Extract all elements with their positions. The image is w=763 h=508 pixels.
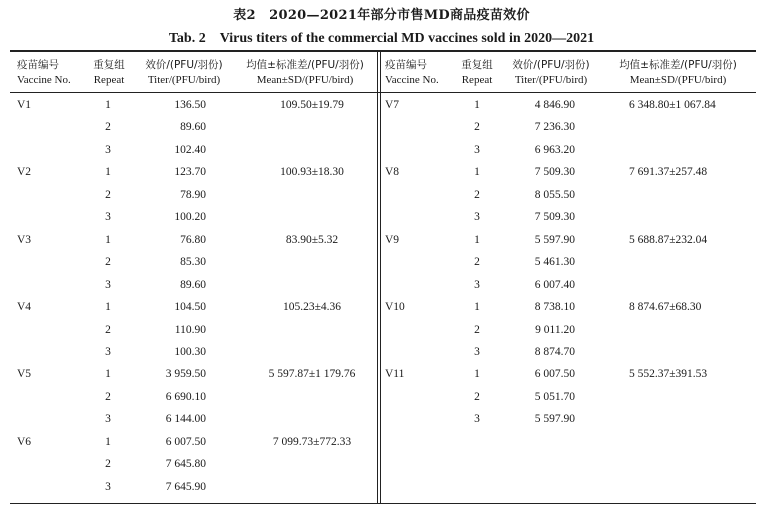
repeat-number: 1 bbox=[474, 99, 480, 111]
repeat-number: 3 bbox=[105, 413, 111, 426]
titer-value: 136.50 bbox=[174, 99, 206, 111]
vaccine-id: V8 bbox=[385, 166, 400, 179]
header-titer: 效价/(PFU/羽份) Titer/(PFU/bird) bbox=[145, 59, 223, 86]
repeat-number: 1 bbox=[474, 233, 480, 246]
repeat-number: 1 bbox=[105, 99, 111, 111]
titer-value: 85.30 bbox=[180, 256, 206, 269]
header-mean: 均值±标准差/(PFU/羽份) Mean±SD/(PFU/bird) bbox=[246, 59, 364, 86]
vaccine-id: V3 bbox=[17, 233, 32, 246]
titer-value: 123.70 bbox=[174, 166, 206, 179]
titer-value: 110.90 bbox=[174, 323, 206, 336]
titer-value: 6 690.10 bbox=[165, 390, 206, 403]
repeat-number: 3 bbox=[105, 211, 111, 224]
repeat-number: 3 bbox=[474, 278, 480, 291]
vaccine-id: V5 bbox=[17, 368, 32, 381]
repeat-number: 3 bbox=[105, 345, 111, 358]
repeat-number: 2 bbox=[474, 188, 480, 201]
repeat-number: 1 bbox=[474, 368, 480, 381]
column-divider bbox=[377, 51, 378, 503]
titer-value: 76.80 bbox=[180, 233, 206, 246]
titer-value: 7 645.90 bbox=[165, 480, 206, 493]
mean-sd-value: 5 552.37±391.53 bbox=[629, 368, 708, 381]
mean-sd-value: 7 691.37±257.48 bbox=[629, 166, 708, 179]
mean-sd-value: 6 348.80±1 067.84 bbox=[629, 99, 716, 111]
titer-value: 5 597.90 bbox=[534, 233, 575, 246]
titer-value: 3 959.50 bbox=[165, 368, 206, 381]
titer-value: 8 874.70 bbox=[534, 345, 575, 358]
mean-sd-value: 8 874.67±68.30 bbox=[629, 301, 702, 314]
mean-sd-value: 83.90±5.32 bbox=[285, 233, 339, 246]
repeat-number: 2 bbox=[474, 256, 480, 269]
repeat-number: 1 bbox=[105, 435, 111, 448]
table-title-cn: 表2 2020—2021年部分市售MD商品疫苗效价 bbox=[233, 8, 530, 23]
repeat-number: 3 bbox=[105, 480, 111, 493]
repeat-number: 3 bbox=[474, 413, 480, 426]
repeat-number: 2 bbox=[105, 121, 111, 134]
top-rule bbox=[10, 50, 756, 52]
bottom-rule bbox=[10, 503, 756, 504]
repeat-number: 1 bbox=[474, 166, 480, 179]
repeat-number: 3 bbox=[105, 143, 111, 156]
repeat-number: 3 bbox=[105, 278, 111, 291]
titer-value: 7 236.30 bbox=[534, 121, 575, 134]
titer-value: 6 963.20 bbox=[534, 143, 575, 156]
titer-value: 78.90 bbox=[180, 188, 206, 201]
header-vaccine: 疫苗编号 Vaccine No. bbox=[385, 59, 439, 86]
titer-value: 89.60 bbox=[180, 121, 206, 134]
titer-value: 104.50 bbox=[174, 301, 206, 314]
vaccine-id: V2 bbox=[17, 166, 32, 179]
repeat-number: 1 bbox=[105, 233, 111, 246]
titer-value: 9 011.20 bbox=[535, 323, 575, 336]
column-divider bbox=[380, 51, 381, 503]
titer-value: 5 051.70 bbox=[534, 390, 575, 403]
titer-value: 100.30 bbox=[174, 345, 206, 358]
titer-value: 8 055.50 bbox=[534, 188, 575, 201]
repeat-number: 1 bbox=[105, 368, 111, 381]
titer-value: 6 007.50 bbox=[534, 368, 575, 381]
vaccine-id: V1 bbox=[17, 99, 32, 111]
titer-value: 5 597.90 bbox=[534, 413, 575, 426]
titer-value: 102.40 bbox=[174, 143, 206, 156]
titer-value: 8 738.10 bbox=[534, 301, 575, 314]
header-repeat: 重复组 Repeat bbox=[93, 59, 125, 86]
titer-value: 7 509.30 bbox=[534, 211, 575, 224]
mean-sd-value: 7 099.73±772.33 bbox=[272, 435, 352, 448]
header-repeat: 重复组 Repeat bbox=[461, 59, 493, 86]
repeat-number: 1 bbox=[474, 301, 480, 314]
repeat-number: 2 bbox=[105, 256, 111, 269]
mean-sd-value: 105.23±4.36 bbox=[282, 301, 342, 314]
repeat-number: 1 bbox=[105, 166, 111, 179]
titer-value: 100.20 bbox=[174, 211, 206, 224]
titer-value: 6 007.40 bbox=[534, 278, 575, 291]
repeat-number: 2 bbox=[105, 458, 111, 471]
titer-value: 4 846.90 bbox=[534, 99, 575, 111]
repeat-number: 2 bbox=[474, 323, 480, 336]
repeat-number: 3 bbox=[474, 345, 480, 358]
mean-sd-value: 5 688.87±232.04 bbox=[629, 233, 708, 246]
vaccine-id: V9 bbox=[385, 233, 400, 246]
titer-value: 5 461.30 bbox=[534, 256, 575, 269]
header-titer: 效价/(PFU/羽份) Titer/(PFU/bird) bbox=[512, 59, 590, 86]
vaccine-id: V6 bbox=[17, 435, 32, 448]
header-vaccine: 疫苗编号 Vaccine No. bbox=[17, 59, 71, 86]
repeat-number: 3 bbox=[474, 211, 480, 224]
repeat-number: 2 bbox=[105, 188, 111, 201]
mean-sd-value: 5 597.87±1 179.76 bbox=[268, 368, 356, 381]
vaccine-id: V11 bbox=[385, 368, 405, 381]
repeat-number: 2 bbox=[105, 323, 111, 336]
titer-value: 7 645.80 bbox=[165, 458, 206, 471]
header-mean: 均值±标准差/(PFU/羽份) Mean±SD/(PFU/bird) bbox=[619, 59, 737, 86]
titer-value: 89.60 bbox=[180, 278, 206, 291]
repeat-number: 3 bbox=[474, 143, 480, 156]
titer-value: 6 007.50 bbox=[165, 435, 206, 448]
repeat-number: 2 bbox=[105, 390, 111, 403]
vaccine-id: V4 bbox=[17, 301, 32, 314]
vaccine-id: V7 bbox=[385, 99, 400, 111]
titer-value: 7 509.30 bbox=[534, 166, 575, 179]
repeat-number: 2 bbox=[474, 121, 480, 134]
mean-sd-value: 109.50±19.79 bbox=[280, 99, 344, 111]
header-rule bbox=[10, 92, 756, 93]
vaccine-id: V10 bbox=[385, 301, 405, 314]
mean-sd-value: 100.93±18.30 bbox=[280, 166, 344, 179]
repeat-number: 1 bbox=[105, 301, 111, 314]
table-title-en: Tab. 2 Virus titers of the commercial MD vaccines sold in 2020—2021 bbox=[168, 31, 595, 46]
repeat-number: 2 bbox=[474, 390, 480, 403]
titer-value: 6 144.00 bbox=[165, 413, 206, 426]
